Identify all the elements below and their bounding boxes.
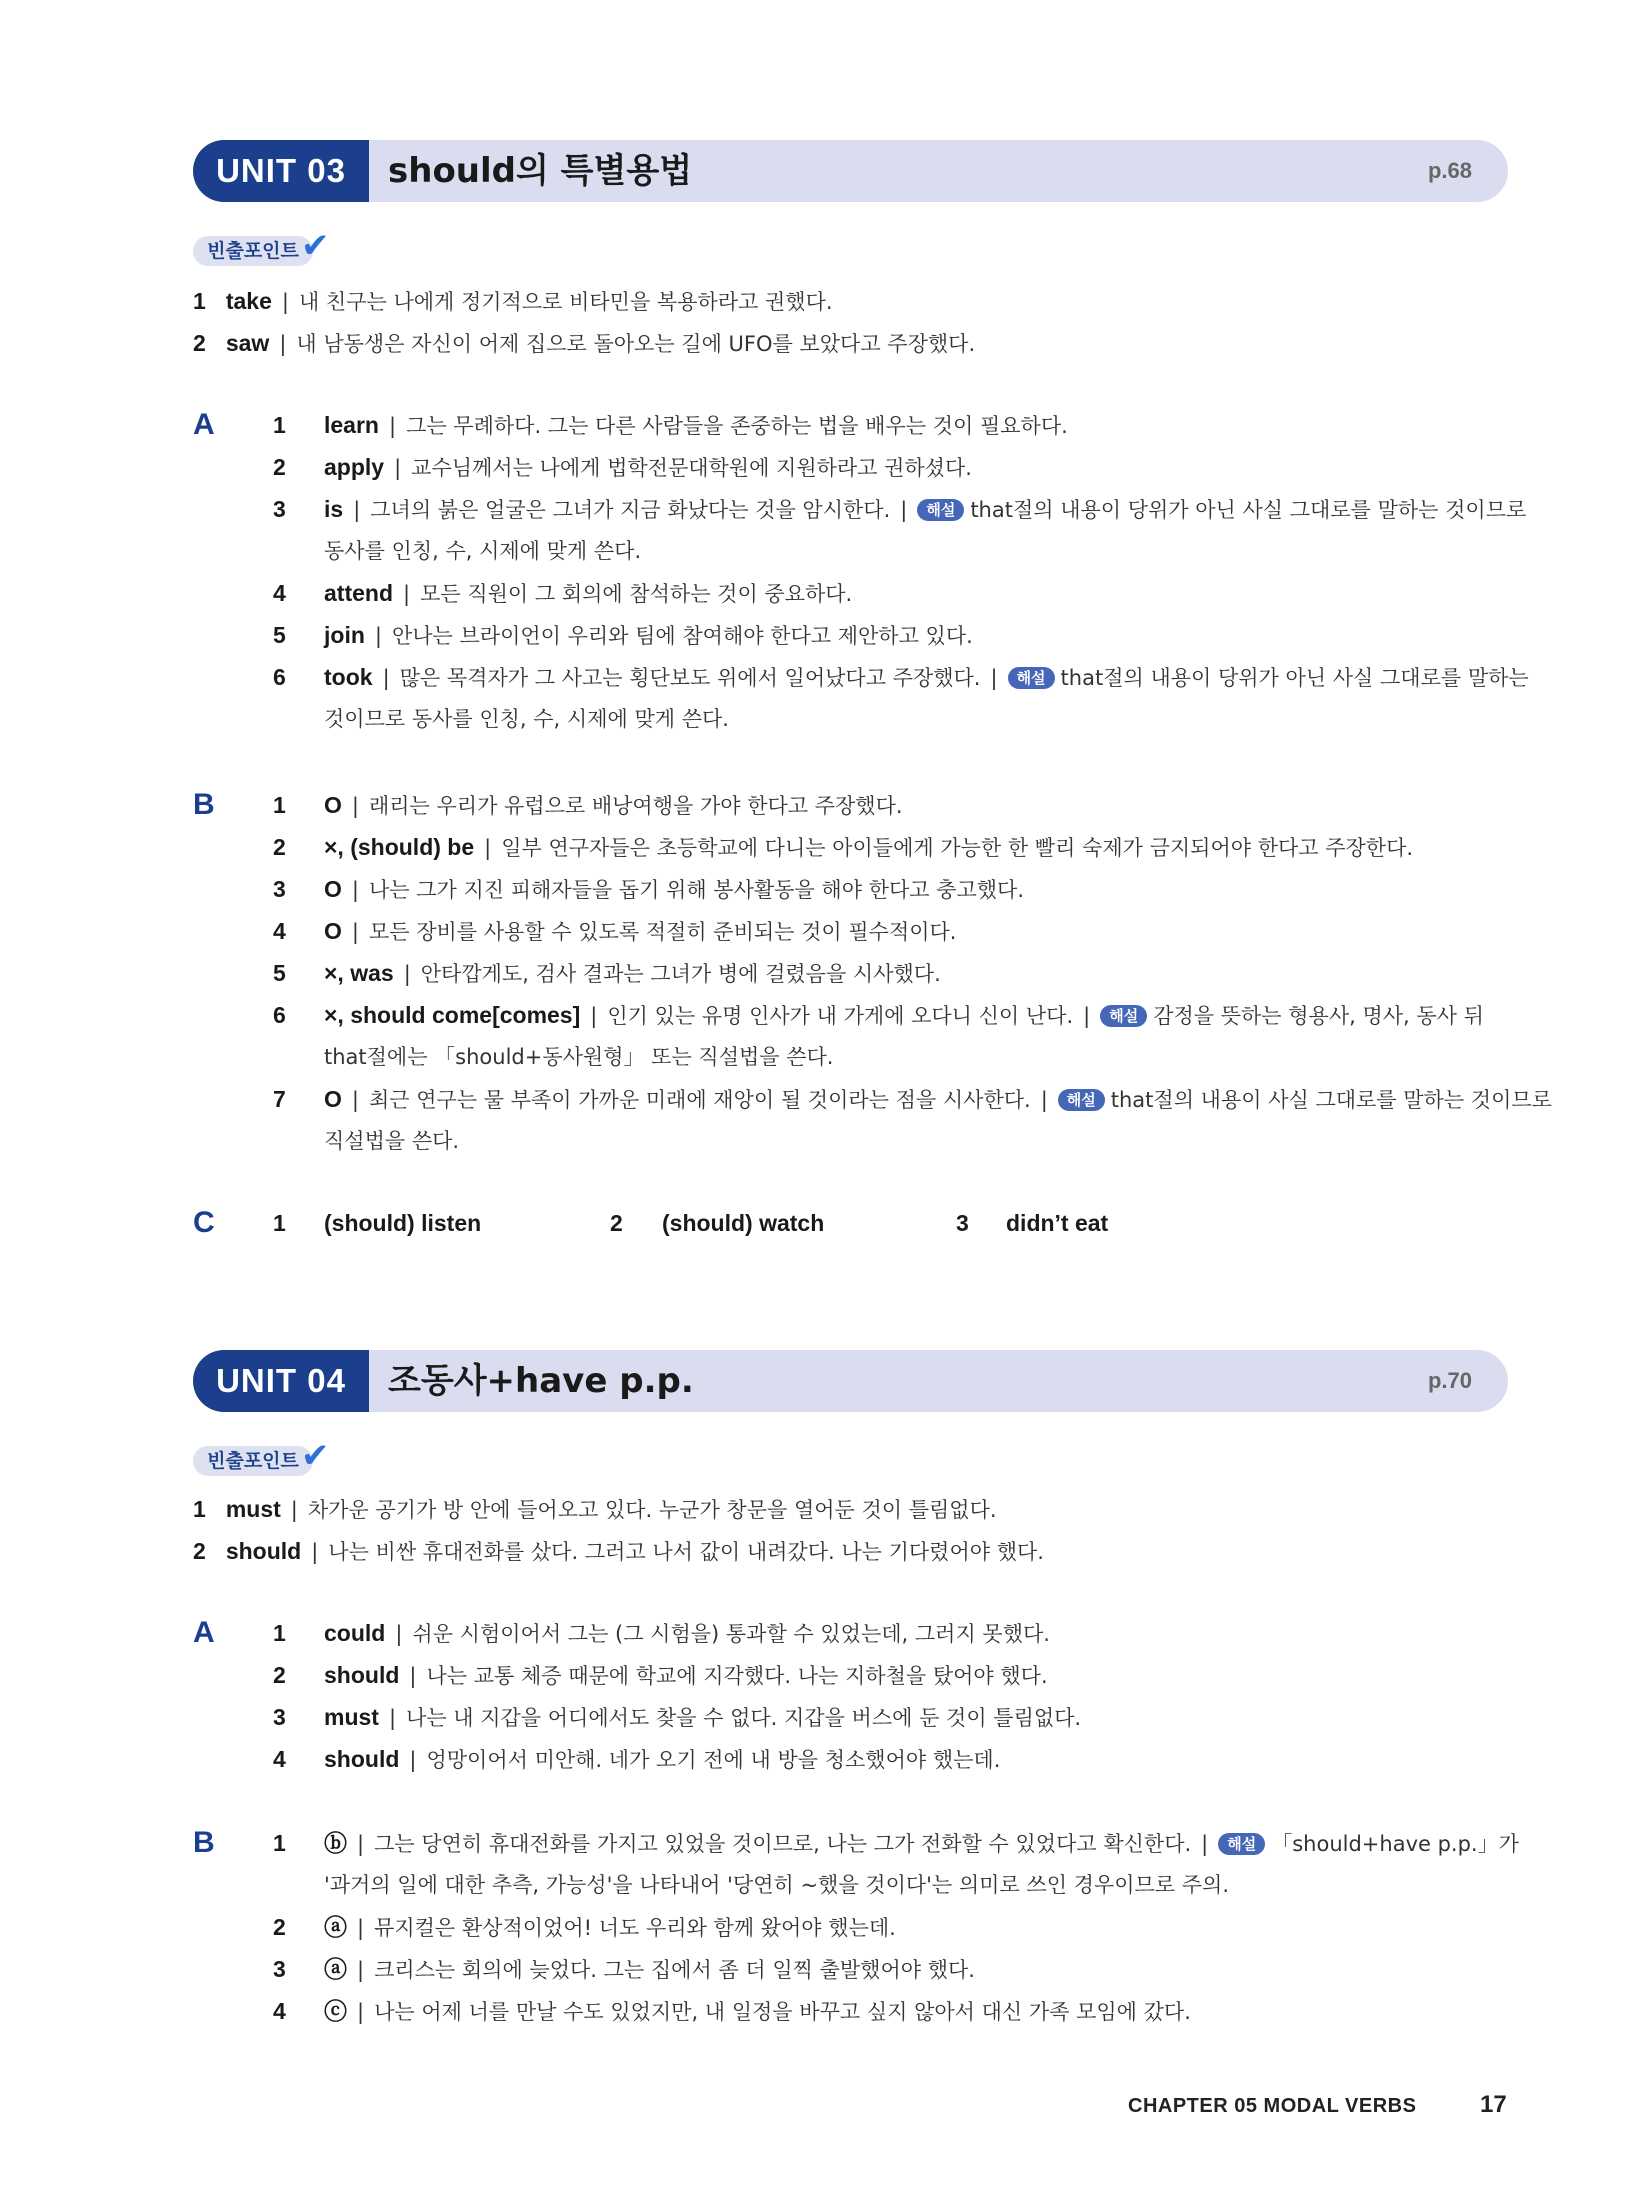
item-number: 2 [273, 1662, 286, 1688]
explanation-continued: 것이므로 동사를 인칭, 수, 시제에 맞게 쓴다. [324, 707, 729, 731]
translation: 내 친구는 나에게 정기적으로 비타민을 복용하라고 권했다. [298, 290, 833, 314]
translation: 나는 교통 체증 때문에 학교에 지각했다. 나는 지하철을 탔어야 했다. [426, 1664, 1048, 1688]
explanation-continued: '과거의 일에 대한 추측, 가능성'을 나타내어 '당연히 ~했을 것이다'는 의미로 쓰인 경우이므로 주의. [324, 1873, 1230, 1897]
item-number: 2 [273, 454, 286, 480]
answer-line: should | 엉망이어서 미안해. 네가 오기 전에 내 방을 청소했어야 했는데. [324, 1746, 1001, 1772]
item-number: 4 [273, 580, 286, 606]
answer-line: should | 나는 교통 체증 때문에 학교에 지각했다. 나는 지하철을 탔어야 했다. [324, 1662, 1048, 1688]
translation: 안타깝게도, 검사 결과는 그녀가 병에 걸렸음을 시사했다. [420, 962, 941, 986]
item-number: 4 [273, 1746, 286, 1772]
frequent-point-badge [193, 226, 333, 268]
translation: 그는 무례하다. 그는 다른 사람들을 존중하는 법을 배우는 것이 필요하다. [406, 414, 1068, 438]
explanation: that절의 내용이 사실 그대로를 말하는 것이므로 [1110, 1088, 1552, 1112]
answer: (should) watch [662, 1210, 825, 1236]
unit-label: UNIT 03 [193, 140, 369, 202]
translation: 나는 그가 지진 피해자들을 돕기 위해 봉사활동을 해야 한다고 충고했다. [368, 878, 1025, 902]
translation: 모든 장비를 사용할 수 있도록 적절히 준비되는 것이 필수적이다. [368, 920, 957, 944]
translation: 엉망이어서 미안해. 네가 오기 전에 내 방을 청소했어야 했는데. [426, 1748, 1001, 1772]
section-a-label: A [193, 408, 215, 441]
checkmark-icon: ✔ [301, 1436, 330, 1476]
explanation-continued: 동사를 인칭, 수, 시제에 맞게 쓴다. [324, 539, 642, 563]
page-reference: p.68 [1427, 158, 1472, 183]
answer: O [324, 876, 342, 902]
answer-line [324, 1208, 481, 1239]
translation: 그는 당연히 휴대전화를 가지고 있었을 것이므로, 나는 그가 전화할 수 있었다고 확신한다. [374, 1832, 1192, 1856]
explanation: 「should+have p.p.」가 [1271, 1832, 1519, 1856]
item-number: 1 [273, 412, 286, 438]
answer: join [324, 622, 365, 648]
item-number: 5 [273, 622, 286, 648]
answer-line: ×, (should) be | 일부 연구자들은 초등학교에 다니는 아이들에게 가능한 한 빨리 숙제가 금지되어야 한다고 주장한다. [324, 834, 1414, 860]
item-number: 6 [273, 664, 286, 690]
frequent-point-label: 빈출포인트 [193, 236, 313, 266]
answer: should [324, 1746, 400, 1772]
translation: 내 남동생은 자신이 어제 집으로 돌아오는 길에 UFO를 보았다고 주장했다. [296, 332, 976, 356]
section-b-label: B [193, 788, 215, 821]
checkmark-icon: ✔ [301, 226, 330, 266]
translation: 크리스는 회의에 늦었다. 그는 집에서 좀 더 일찍 출발했어야 했다. [374, 1958, 975, 1982]
answer-line: O | 래리는 우리가 유럽으로 배낭여행을 가야 한다고 주장했다. [324, 792, 903, 818]
frequent-point-label: 빈출포인트 [193, 1446, 313, 1476]
answer: must [324, 1704, 379, 1730]
explanation-continued: 직설법을 쓴다. [324, 1129, 460, 1153]
answer-line: attend | 모든 직원이 그 회의에 참석하는 것이 중요하다. [324, 580, 853, 606]
unit-03-header [193, 140, 1508, 202]
freq-item: 2 saw | 내 남동생은 자신이 어제 집으로 돌아오는 길에 UFO를 보았다고 주장했다. [193, 330, 976, 356]
explanation: that절의 내용이 당위가 아닌 사실 그대로를 말하는 것이므로 [970, 498, 1527, 522]
freq-item: 1 take | 내 친구는 나에게 정기적으로 비타민을 복용하라고 권했다. [193, 288, 833, 314]
item-number: 3 [273, 496, 286, 522]
answer-line: ×, was | 안타깝게도, 검사 결과는 그녀가 병에 걸렸음을 시사했다. [324, 960, 941, 986]
answer: could [324, 1620, 386, 1646]
item-number: 6 [273, 1002, 286, 1028]
answer: didn’t eat [1006, 1210, 1109, 1236]
item-number: 2 [610, 1210, 623, 1236]
translation: 뮤지컬은 환상적이었어! 너도 우리와 함께 왔어야 했는데. [374, 1916, 896, 1940]
translation: 최근 연구는 물 부족이 가까운 미래에 재앙이 될 것이라는 점을 시사한다. [368, 1088, 1031, 1112]
answer-line: O | 나는 그가 지진 피해자들을 돕기 위해 봉사활동을 해야 한다고 충고했다. [324, 876, 1025, 902]
translation: 쉬운 시험이어서 그는 (그 시험을) 통과할 수 있었는데, 그러지 못했다. [412, 1622, 1050, 1646]
answer-line: ⓑ | 그는 당연히 휴대전화를 가지고 있었을 것이므로, 나는 그가 전화할 수 있었다고 확신한다. | 해설 「should+have p.p.」가 [324, 1830, 1519, 1856]
section-a-label: A [193, 1616, 215, 1649]
page-number: 17 [1480, 2091, 1507, 2118]
unit-title: 조동사+have p.p. [388, 1361, 694, 1401]
translation: 그녀의 붉은 얼굴은 그녀가 지금 화났다는 것을 암시한다. [370, 498, 891, 522]
answer-line: ⓐ | 뮤지컬은 환상적이었어! 너도 우리와 함께 왔어야 했는데. [324, 1914, 896, 1940]
answer-line: ⓐ | 크리스는 회의에 늦었다. 그는 집에서 좀 더 일찍 출발했어야 했다. [324, 1956, 975, 1982]
answer: ×, was [324, 960, 394, 986]
item-number: 7 [273, 1086, 286, 1112]
explanation-badge: 해설 [1058, 1089, 1105, 1111]
answer: should [324, 1662, 400, 1688]
explanation-badge: 해설 [1100, 1005, 1147, 1027]
item-number: 1 [273, 1830, 286, 1856]
page-reference: p.70 [1427, 1368, 1472, 1393]
item-number: 3 [273, 1956, 286, 1982]
answer: ×, (should) be [324, 834, 475, 860]
translation: 나는 비싼 휴대전화를 샀다. 그러고 나서 값이 내려갔다. 나는 기다렸어야 했다. [328, 1540, 1044, 1564]
section-b-label: B [193, 1826, 215, 1859]
answer-line [662, 1208, 824, 1239]
freq-item: 2 should | 나는 비싼 휴대전화를 샀다. 그러고 나서 값이 내려갔다. 나는 기다렸어야 했다. [193, 1538, 1044, 1564]
answer: took [324, 664, 373, 690]
answer: must [225, 1496, 281, 1522]
answer: saw [225, 330, 270, 356]
answer: ⓐ [324, 1956, 347, 1982]
freq-item: 1 must | 차가운 공기가 방 안에 들어오고 있다. 누군가 창문을 열어둔 것이 틀림없다. [193, 1496, 997, 1522]
item-number: 5 [273, 960, 286, 986]
answer: ⓐ [324, 1914, 347, 1940]
item-number: 1 [273, 1210, 286, 1236]
translation: 인기 있는 유명 인사가 내 가게에 오다니 신이 난다. [607, 1004, 1074, 1028]
answer: take [225, 288, 272, 314]
answer-line: O | 모든 장비를 사용할 수 있도록 적절히 준비되는 것이 필수적이다. [324, 918, 957, 944]
translation: 래리는 우리가 유럽으로 배낭여행을 가야 한다고 주장했다. [368, 794, 903, 818]
answer-line: ×, should come[comes] | 인기 있는 유명 인사가 내 가게에 오다니 신이 난다. | 해설 감정을 뜻하는 형용사, 명사, 동사 뒤 [324, 1002, 1484, 1028]
explanation-badge: 해설 [1008, 667, 1055, 689]
translation: 안나는 브라이언이 우리와 팀에 참여해야 한다고 제안하고 있다. [391, 624, 973, 648]
answer: ⓒ [324, 1998, 347, 2024]
section-c-label: C [193, 1206, 215, 1239]
frequent-point-badge [193, 1436, 333, 1478]
answer-line: must | 나는 내 지갑을 어디에서도 찾을 수 없다. 지갑을 버스에 둔 것이 틀림없다. [324, 1704, 1082, 1730]
answer-line [1006, 1208, 1108, 1239]
item-number: 1 [273, 1620, 286, 1646]
unit-label: UNIT 04 [193, 1350, 369, 1412]
explanation: that절의 내용이 당위가 아닌 사실 그대로를 말하는 [1060, 666, 1529, 690]
answer-line: took | 많은 목격자가 그 사고는 횡단보도 위에서 일어났다고 주장했다. | 해설 that절의 내용이 당위가 아닌 사실 그대로를 말하는 [324, 664, 1529, 690]
item-number: 3 [273, 1704, 286, 1730]
unit-04-header [193, 1350, 1508, 1412]
answer-line: learn | 그는 무례하다. 그는 다른 사람들을 존중하는 법을 배우는 것이 필요하다. [324, 412, 1068, 438]
item-number: 2 [273, 1914, 286, 1940]
answer-line: could | 쉬운 시험이어서 그는 (그 시험을) 통과할 수 있었는데, 그러지 못했다. [324, 1620, 1050, 1646]
item-number: 3 [273, 876, 286, 902]
translation: 나는 내 지갑을 어디에서도 찾을 수 없다. 지갑을 버스에 둔 것이 틀림없다. [406, 1706, 1082, 1730]
answer: O [324, 792, 342, 818]
translation: 나는 어제 너를 만날 수도 있었지만, 내 일정을 바꾸고 싶지 않아서 대신 가족 모임에 갔다. [374, 2000, 1191, 2024]
answer: learn [324, 412, 379, 438]
answer: ×, should come[comes] [324, 1002, 581, 1028]
answer: ⓑ [324, 1830, 347, 1856]
answer: attend [324, 580, 393, 606]
footer-chapter: CHAPTER 05 MODAL VERBS [1128, 2095, 1417, 2117]
answer-line: ⓒ | 나는 어제 너를 만날 수도 있었지만, 내 일정을 바꾸고 싶지 않아서 대신 가족 모임에 갔다. [324, 1998, 1191, 2024]
item-number: 1 [273, 792, 286, 818]
answer: apply [324, 454, 385, 480]
explanation-badge: 해설 [917, 499, 964, 521]
translation: 차가운 공기가 방 안에 들어오고 있다. 누군가 창문을 열어둔 것이 틀림없다. [307, 1498, 997, 1522]
item-number: 4 [273, 918, 286, 944]
translation: 많은 목격자가 그 사고는 횡단보도 위에서 일어났다고 주장했다. [399, 666, 981, 690]
answer-line: apply | 교수님께서는 나에게 법학전문대학원에 지원하라고 권하셨다. [324, 454, 972, 480]
item-number: 2 [273, 834, 286, 860]
answer: (should) listen [324, 1210, 482, 1236]
answer: O [324, 1086, 342, 1112]
answer-line: O | 최근 연구는 물 부족이 가까운 미래에 재앙이 될 것이라는 점을 시사한다. | 해설 that절의 내용이 사실 그대로를 말하는 것이므로 [324, 1086, 1552, 1112]
answer: should [225, 1538, 302, 1564]
explanation-badge: 해설 [1218, 1833, 1265, 1855]
translation: 모든 직원이 그 회의에 참석하는 것이 중요하다. [420, 582, 853, 606]
answer-line: join | 안나는 브라이언이 우리와 팀에 참여해야 한다고 제안하고 있다. [324, 622, 973, 648]
unit-title: should의 특별용법 [388, 151, 693, 191]
translation: 교수님께서는 나에게 법학전문대학원에 지원하라고 권하셨다. [411, 456, 972, 480]
explanation: 감정을 뜻하는 형용사, 명사, 동사 뒤 [1153, 1004, 1484, 1028]
explanation-continued: that절에는 「should+동사원형」 또는 직설법을 쓴다. [324, 1045, 834, 1069]
answer: is [324, 496, 344, 522]
item-number: 3 [956, 1210, 969, 1236]
answer-line: is | 그녀의 붉은 얼굴은 그녀가 지금 화났다는 것을 암시한다. | 해설 that절의 내용이 당위가 아닌 사실 그대로를 말하는 것이므로 [324, 496, 1527, 522]
answer: O [324, 918, 342, 944]
translation: 일부 연구자들은 초등학교에 다니는 아이들에게 가능한 한 빨리 숙제가 금지되어야 한다고 주장한다. [501, 836, 1414, 860]
item-number: 4 [273, 1998, 286, 2024]
